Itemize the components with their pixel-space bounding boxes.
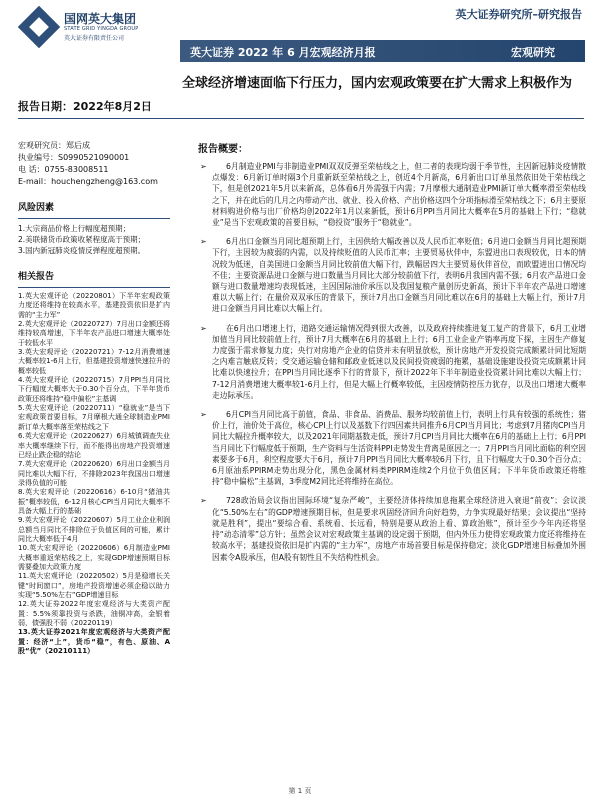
summary-heading: 报告概要： xyxy=(198,144,248,155)
summary-section xyxy=(198,140,586,571)
risk-item: 1.大宗商品价格上行幅度超预期； xyxy=(18,224,131,233)
analyst-license: 执业编号：S0990521090001 xyxy=(18,153,130,162)
logo-english-name: STATE GRID YINGDA GROUP xyxy=(64,26,139,32)
summary-paragraph: ➢ 在6月出口增速上行，道路交通运输情况得到很大改善，以及政府持续推进复工复产的背景下，6月工业增加值当月同比较前值上行，预计7月大概率在6月的基础上上行；6月工业企业产销率再度下探，主因生产修复力度强于需求修复力度；央行对房地产企业的信贷并未有明显放松，预计房地产开发投资完成额累计同比短期之内难言触底反转；受交通运输仓储和邮政业低迷以及民间投资疲弱的拖累，基础设施建设投资完成额累计同比难以快速拉升；在PPI当月同比逐季下行的背景下，预计2022年下半年制造业投资累计同比难以大幅上行；7-12月消费增速大概率较1-6月上行，但是大幅上行概率较低，主因疫情防控压力犹存，以及出口增速大概率走边际承压。 xyxy=(200,323,586,400)
report-source-label: 英大证券研究所–研究报告 xyxy=(455,8,582,21)
related-item: 3.英大宏观评论（20220721）7-12月消费增速大概率较1-6月上行，但基建投资增速快速拉升的概率较低 xyxy=(18,348,170,375)
header-divider xyxy=(18,118,584,119)
related-heading: 相关报告 xyxy=(18,272,55,282)
report-title: 全球经济增速面临下行压力，国内宏观政策要在扩大需求上积极作为 xyxy=(182,76,573,91)
risk-list xyxy=(18,223,170,256)
header-banner xyxy=(180,40,585,62)
left-sidebar xyxy=(18,140,170,656)
analyst-email[interactable]: E-mail：houchengzheng@163.com xyxy=(18,177,158,186)
related-item: 9.英大宏观评论（20220607）5月工业企业利润总额当月同比不排除位于负值区间的可能，累计同比大概率低于4月 xyxy=(18,516,170,543)
logo-diamond-icon xyxy=(18,6,60,48)
arrow-bullet-icon: ➢ xyxy=(200,237,207,247)
related-divider xyxy=(18,287,170,288)
related-item: 1.英大宏观评论（20220801）下半年宏观政策力度还将维持在较高水平，基建投资依旧是扩内需的“主力军” xyxy=(18,292,170,319)
company-logo xyxy=(20,8,170,50)
related-item: 10.英大宏观评论（20220606）6月制造业PMI大概率重返荣枯线之上，实现GDP增速预期目标需要叠加大政策力度 xyxy=(18,544,170,571)
related-item: 7.英大宏观评论（20220620）6月出口金额当月同比难以大幅下行，不排除2023年我国出口增速录得负值的可能 xyxy=(18,460,170,487)
risk-divider xyxy=(18,218,170,219)
related-item: 11.英大宏观评论（20220502）5月是稳增长关键“时间窗口”，房地产投资增速必须企稳以助力实现“5.50%左右”GDP增速目标 xyxy=(18,572,170,599)
related-item: 6.英大宏观评论（20220627）6月城镇调查失业率大概率继续下行，而不能得出房地产投资增速已经止跌企稳的结论 xyxy=(18,432,170,459)
arrow-bullet-icon: ➢ xyxy=(200,162,207,171)
summary-paragraph: ➢ 6月出口金额当月同比超预期上行，主因供给大幅改善以及人民币汇率贬值；6月进口金额当月同比超预期下行，主因较为疲弱的内需，以及持续贬值的人民币汇率；主要贸易伙伴中，东盟进出口表现较优，日本的情况较为低迷，自美国进口金额当月同比较前值大幅下行，跌幅居四大主要贸易伙伴首位，而欧盟进出口情况均不佳；主要资源品进口金额与进口数量当月同比大部分较前值下行，表明6月我国内需不强；6月农产品进口金额与进口数量增速均表现低迷，主因国际油价承压以及我国复粮产量创历史新高，预计下半年农产品进口增速难以大幅上行；在量价双双承压的背景下，预计7月出口金额当月同比难以在6月的基础上大幅上行，预计7月进口金额当月同比难以大幅上行。 xyxy=(200,237,586,314)
analyst-name: 宏观研究员：郑后成 xyxy=(18,141,90,150)
related-item: 13.英大证券2021年度宏观经济与大类资产配置：经济“上”，货币“稳”，有色、原油、A股“优”（20210111） xyxy=(18,628,170,656)
risk-item: 2.美联储货币政策收紧程度高于预期； xyxy=(18,235,146,244)
related-item: 2.英大宏观评论（20220727）7月出口金额还将维持较高增速，下半年农产品进口增速大概率处于较低水平 xyxy=(18,320,170,347)
related-item: 5.英大宏观评论（20220711）“稳就业”是当下宏观政策首要目标，7月摩根大通全球制造业PMI新订单大概率落至荣枯线之下 xyxy=(18,404,170,431)
summary-paragraph: ➢ 6月制造业PMI与非制造业PMI双双反弹至荣枯线之上，但二者的表现均弱于季节性，主因新冠肺炎疫情散点爆发：6月新订单时隔3个月重新跃至荣枯线之上，创近4个月新高，6月新出口订单虽然依旧处于荣枯线之下，但是创2021年5月以来新高，总体看6月外需强于内需；7月摩根大通制造业PMI新订单大概率滑至荣枯线之下，并在此后的几月之内带动产出、就业、投入价格、产出价格这四个分项指标滑至荣枯线之下；6月主要原材料购进价格与出厂价格均创2022年1月以来新低，预计6月PPI当月同比大概率在5月的基础上下行；“稳就业”是当下宏观政策的首要目标，“稳投资”服务于“稳就业”。 xyxy=(200,162,586,228)
arrow-bullet-icon: ➢ xyxy=(200,496,207,506)
summary-paragraph: ➢ 728政治局会议指出国际环境“复杂严峻”，主要经济体持续加息拖累全球经济进入衰退“前夜”；会议淡化“5.50%左右”的GDP增速预期目标，但是要求巩固经济回升向好趋势，力争实现最好结果；会议提出“坚持就是胜利”，提出“要综合看、系统看、长远看，特别是要从政治上看、算政治账”，预计至少今年内还将坚持“动态清零”总方针；虽然会议对宏观政策主基调的设定弱于预期，但内外压力使得宏观政策力度还将维持在较高水平；基建投资依旧是扩内需的“主力军”，房地产市场首要目标是保持稳定；淡化GDP增速目标叠加外围因素令A股承压，但A股有韧性且不失结构性机会。 xyxy=(200,496,586,562)
banner-title: 英大证券 2022 年 6 月宏观经济月报 xyxy=(190,46,376,59)
logo-company-name: 英大证券有限责任公司 xyxy=(64,35,125,42)
analyst-phone: 电 话：0755-83008511 xyxy=(18,165,109,174)
report-date: 报告日期：2022年8月2日 xyxy=(18,100,152,113)
analyst-info xyxy=(18,140,170,187)
related-item: 8.英大宏观评论（20220616）6-10月“猪油共振”概率较低，6-12月核心CPI当月同比大概率不具备大幅上行的基础 xyxy=(18,488,170,515)
risk-item: 3.国内新冠肺炎疫情反弹程度超预期。 xyxy=(18,246,146,255)
arrow-bullet-icon: ➢ xyxy=(200,410,207,420)
banner-category: 宏观研究 xyxy=(511,46,555,59)
related-item: 12.英大证券2022年度宏观经济与大类资产配置：5.5%须靠投资与杀跌，油铜冲高，金银着弱，债强股不弱（20220119） xyxy=(18,600,170,628)
logo-chinese-name: 国网英大集团 xyxy=(64,12,137,26)
arrow-bullet-icon: ➢ xyxy=(200,323,207,333)
related-list xyxy=(18,292,170,656)
page-number: 第 1 页 xyxy=(288,787,312,795)
related-item: 4.英大宏观评论（20220715）7月PPI当月同比下行幅度大概率大于0.30个百分点，下半年货币政策还将维持“稳中偏松”主基调 xyxy=(18,376,170,403)
risk-heading: 风险因素 xyxy=(18,203,55,213)
summary-paragraph: ➢ 6月CPI当月同比高于前值，食品、非食品、消费品、服务均较前值上行，表明上行具有较强的系统性；猪价上行，油价处于高位，核心CPI上行以及基数下行四因素共同推升6月CPI当月同比；考虑到7月猪肉CPI当月同比大幅拉升概率较大，以及2021年同期基数走低，预计7月CPI当月同比大概率在6月的基础上上行；6月PPI当月同比下行幅度低于预期，生产资料与生活资料PPI走势发生背离是原因之一；7月PPI当月同比面临的利空因素要多于6月，利空程度要大于6月，预计7月PPI当月同比大概率较6月下行，且下行幅度大于0.30个百分点；6月原油系PPIRM走势出现分化，黑色金属材料类PPIRM连续2个月位于负值区间；下半年货币政策还将维持“稳中偏松”主基调，3季度M2同比还将维持在高位。 xyxy=(200,410,586,487)
